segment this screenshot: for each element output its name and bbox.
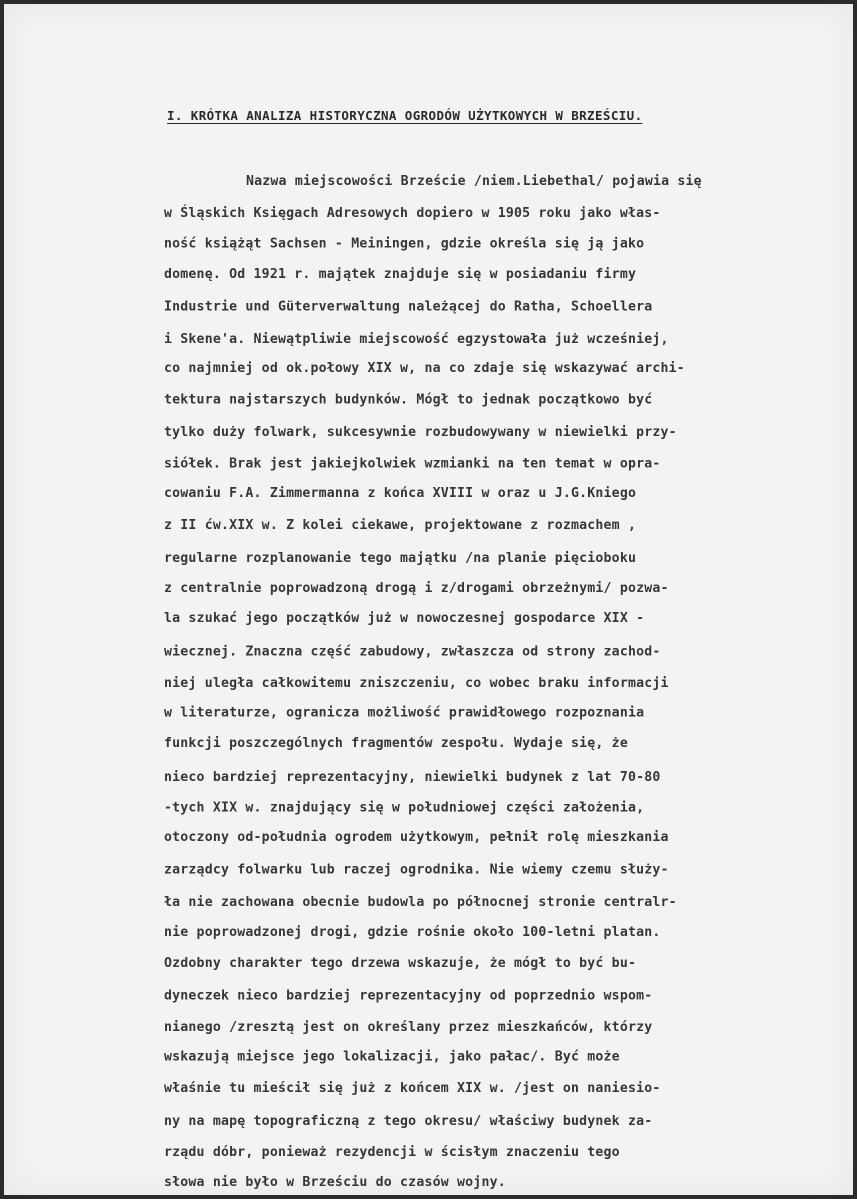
text-line: Ozdobny charakter tego drzewa wskazuje, że mógł to być bu- bbox=[164, 955, 637, 971]
text-line: z II ćw.XIX w. Z kolei ciekawe, projektowane z rozmachem , bbox=[164, 518, 637, 534]
text-line: domenę. Od 1921 r. majątek znajduje się w posiadaniu firmy bbox=[164, 266, 637, 282]
section-heading: I. KRÓTKA ANALIZA HISTORYCZNA OGRODÓW UŻYTKOWYCH W BRZEŚCIU. bbox=[167, 108, 643, 123]
text-line: wskazują miejsce jego lokalizacji, jako pałac/. Być może bbox=[164, 1049, 620, 1065]
text-line: i Skene'a. Niewątpliwie miejscowość egzystowała już wcześniej, bbox=[164, 331, 669, 347]
text-line: niej uległa całkowitemu zniszczeniu, co wobec braku informacji bbox=[164, 675, 669, 691]
text-line: -tych XIX w. znajdujący się w południowej części założenia, bbox=[164, 800, 645, 816]
text-line: tylko duży folwark, sukcesywnie rozbudowywany w niewielki przy- bbox=[164, 425, 677, 441]
text-line: funkcji poszczególnych fragmentów zespołu. Wydaje się, że bbox=[164, 736, 628, 752]
text-line: właśnie tu mieścił się już z końcem XIX w. /jest on naniesio- bbox=[164, 1080, 661, 1096]
text-line: ła nie zachowana obecnie budowla po północnej stronie centralr- bbox=[164, 895, 677, 911]
text-line: rządu dóbr, ponieważ rezydencji w ścisłym znaczeniu tego bbox=[164, 1145, 620, 1161]
text-line: ny na mapę topograficzną z tego okresu/ właściwy budynek za- bbox=[164, 1113, 653, 1129]
document-page bbox=[4, 4, 853, 1195]
text-line: la szukać jego początków już w nowoczesnej gospodarce XIX - bbox=[164, 610, 645, 626]
text-line: siółek. Brak jest jakiejkolwiek wzmianki na ten temat w opra- bbox=[164, 456, 661, 472]
text-line: tektura najstarszych budynków. Mógł to jednak początkowo być bbox=[164, 392, 653, 408]
text-line: Industrie und Güterverwaltung należącej do Ratha, Schoellera bbox=[164, 299, 653, 315]
text-line: regularne rozplanowanie tego majątku /na planie pięcioboku bbox=[164, 550, 637, 566]
text-line: dyneczek nieco bardziej reprezentacyjny od poprzednio wspom- bbox=[164, 988, 653, 1004]
text-line: co najmniej od ok.połowy XIX w, na co zdaje się wskazywać archi- bbox=[164, 360, 685, 376]
text-line: z centralnie poprowadzoną drogą i z/drogami obrzeżnymi/ pozwa- bbox=[164, 580, 669, 596]
bleed-through-text bbox=[444, 136, 774, 176]
text-line: w literaturze, ogranicza możliwość prawidłowego rozpoznania bbox=[164, 705, 645, 721]
text-line: ność książąt Sachsen - Meiningen, gdzie określa się ją jako bbox=[164, 236, 645, 252]
text-line: Nazwa miejscowości Brzeście /niem.Liebethal/ pojawia się bbox=[246, 174, 702, 189]
text-line: nianego /zresztą jest on określany przez mieszkańców, którzy bbox=[164, 1020, 653, 1036]
text-line: zarządcy folwarku lub raczej ogrodnika. Nie wiemy czemu służy- bbox=[164, 862, 669, 878]
text-line: nie poprowadzonej drogi, gdzie rośnie około 100-letni platan. bbox=[164, 925, 661, 941]
text-line: słowa nie było w Brześciu do czasów wojny. bbox=[164, 1174, 506, 1190]
text-line: cowaniu F.A. Zimmermanna z końca XVIII w oraz u J.G.Kniego bbox=[164, 485, 637, 501]
text-line: wiecznej. Znaczna część zabudowy, zwłaszcza od strony zachod- bbox=[164, 643, 661, 659]
text-line: nieco bardziej reprezentacyjny, niewielki budynek z lat 70-80 bbox=[164, 769, 661, 785]
text-line: otoczony od-południa ogrodem użytkowym, pełnił rolę mieszkania bbox=[164, 830, 669, 846]
text-line: w Śląskich Księgach Adresowych dopiero w 1905 roku jako włas- bbox=[164, 206, 661, 222]
